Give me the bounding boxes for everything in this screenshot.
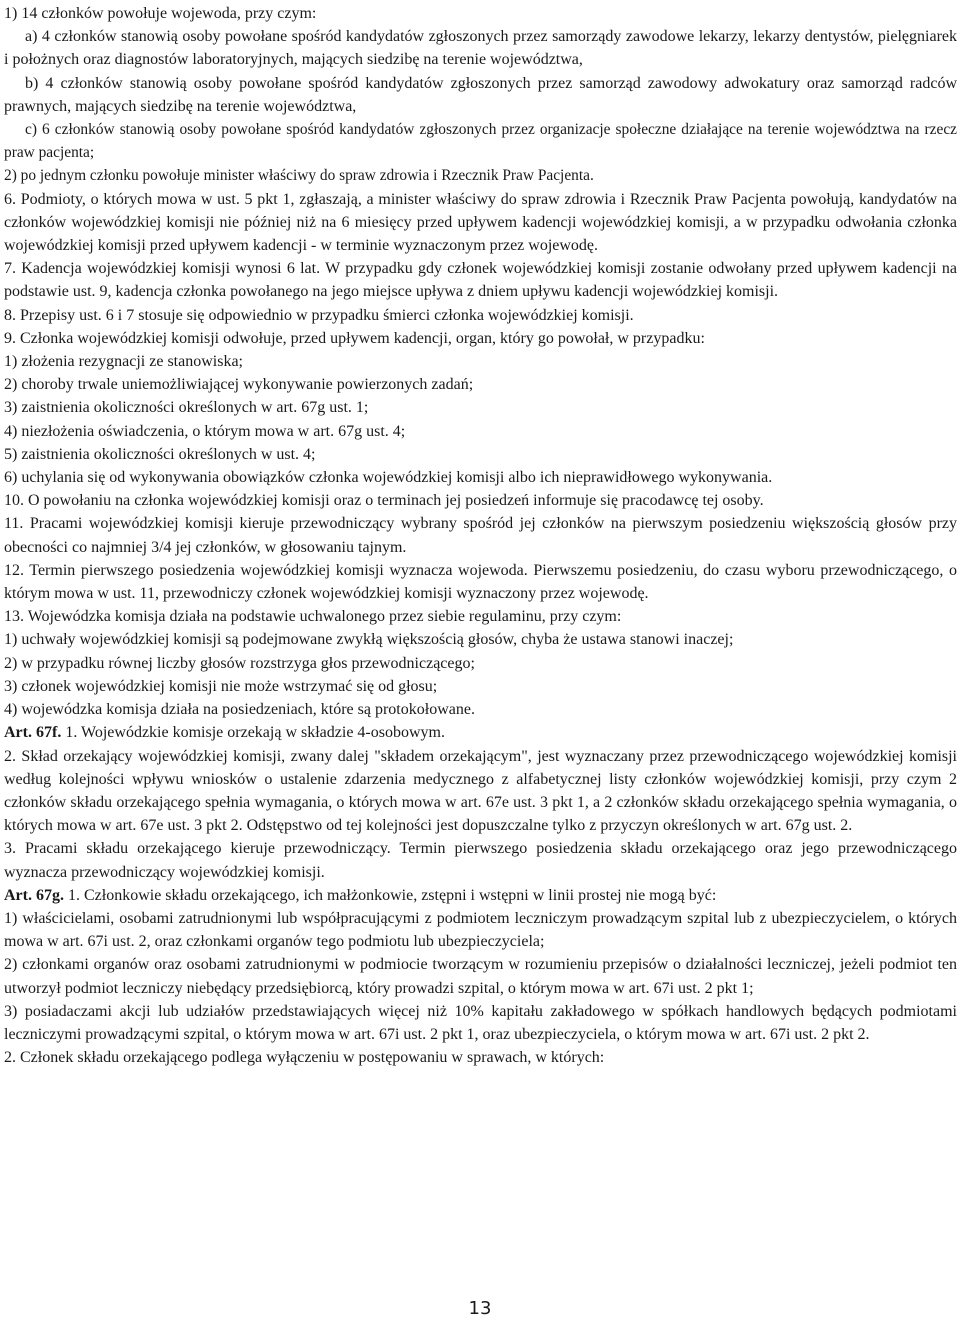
list-item-p11: 2) choroby trwale uniemożliwiającej wykonywanie powierzonych zadań; bbox=[4, 376, 474, 394]
paragraph-p6: 6. Podmioty, o których mowa w ust. 5 pkt 1, zgłaszają, a minister właściwy do spraw zdrowia i Rzecznik Praw Pacjenta powołują, kandydatów na członków wojewódzkiej komisji nie później niż na 6 miesięcy przed upływem kadencji wojewódzkiej komisji, a w przypadku odwołania członka wojewódzkiej komisji przed upływem kadencji - w terminie wyznaczonym przez wojewodę. bbox=[4, 190, 957, 255]
list-item-p20: 1) uchwały wojewódzkiej komisji są podejmowane zwykłą większością głosów, chyba że ustawa stanowi inaczej; bbox=[4, 631, 734, 649]
article-p27 bbox=[4, 884, 957, 907]
list-item-p28: 1) właścicielami, osobami zatrudnionymi lub współpracującymi z podmiotem leczniczym prowadzącym szpital lub z ubezpieczycielem, o których mowa w art. 67i ust. 2, oraz członkami organów tego podmiotu lub ubezpieczyciela; bbox=[4, 909, 957, 951]
list-item-p13: 4) niezłożenia oświadczenia, o którym mowa w art. 67g ust. 4; bbox=[4, 422, 406, 440]
paragraph-p9: 9. Członka wojewódzkiej komisji odwołuje, przed upływem kadencji, organ, który go powołał, w przypadku: bbox=[4, 329, 705, 347]
paragraph-p25: 2. Skład orzekający wojewódzkiej komisji, zwany dalej "składem orzekającym", jest wyznaczany przez przewodniczącego wojewódzkiej komisji według kolejności wpływu wniosków o ustalenie zdarzenia medycznego z alfabetycznej listy członków wojewódzkiej komisji, przy czym 2 członków składu orzekającego spełnia wymagania, o których mowa w art. 67e ust. 3 pkt 1, a 2 członków składu orzekającego spełnia wymagania, o których mowa w art. 67e ust. 3 pkt 2. Odstępstwo od tej kolejności jest dopuszczalne tylko z przyczyn określonych w art. 67g ust. 2. bbox=[4, 747, 957, 835]
paragraph-p19: 13. Wojewódzka komisja działa na podstawie uchwalonego przez siebie regulaminu, przy czym: bbox=[4, 608, 622, 626]
paragraph-p1: 1) 14 członków powołuje wojewoda, przy czym: bbox=[4, 5, 317, 22]
page-number: 13 bbox=[468, 1298, 492, 1319]
list-item-p14: 5) zaistnienia okoliczności określonych w ust. 4; bbox=[4, 445, 316, 463]
paragraph-p7: 7. Kadencja wojewódzkiej komisji wynosi 6 lat. W przypadku gdy członek wojewódzkiej komisji zostanie odwołany przed upływem kadencji na podstawie ust. 9, kadencja członka powołanego na jego miejsce upływa z dniem upływu kadencji wojewódzkiej komisji. bbox=[4, 260, 957, 301]
paragraph-p3: b) 4 członków stanowią osoby powołane spośród kandydatów zgłoszonych przez samorząd zawodowy adwokatury oraz samorząd radców prawnych, mających siedzibę na terenie województwa, bbox=[4, 74, 957, 115]
paragraph-p17: 11. Pracami wojewódzkiej komisji kieruje przewodniczący wybrany spośród jej członków na pierwszym posiedzeniu większością głosów przy obecności co najmniej 3/4 jej członków, w głosowaniu tajnym. bbox=[4, 515, 957, 556]
list-item-p23: 4) wojewódzka komisja działa na posiedzeniach, które są protokołowane. bbox=[4, 701, 475, 719]
article-text-67g: 1. Członkowie składu orzekającego, ich małżonkowie, zstępni i wstępni w linii prostej nie mogą być: bbox=[63, 886, 717, 904]
paragraph-p16: 10. O powołaniu na członka wojewódzkiej komisji oraz o terminach jej posiedzeń informuje się pracodawcę tej osoby. bbox=[4, 492, 764, 510]
list-item-p30: 3) posiadaczami akcji lub udziałów przedstawiających więcej niż 10% kapitału zakładowego w spółkach handlowych będących podmiotami leczniczymi prowadzącymi szpital, o którym mowa w art. 67i ust. 2 pkt 1, oraz ubezpieczyciela, o którym mowa w art. 67i ust. 2 pkt 2. bbox=[4, 1002, 957, 1043]
list-item-p22: 3) członek wojewódzkiej komisji nie może wstrzymać się od głosu; bbox=[4, 677, 438, 695]
article-heading-67g: Art. 67g. bbox=[4, 886, 64, 904]
list-item-p15: 6) uchylania się od wykonywania obowiązków członka wojewódzkiej komisji albo ich nieprawidłowego wykonywania. bbox=[4, 469, 773, 487]
list-item-p21: 2) w przypadku równej liczby głosów rozstrzyga głos przewodniczącego; bbox=[4, 654, 475, 672]
paragraph-p8: 8. Przepisy ust. 6 i 7 stosuje się odpowiednio w przypadku śmierci członka wojewódzkiej komisji. bbox=[4, 306, 634, 324]
paragraph-p2: a) 4 członków stanowią osoby powołane spośród kandydatów zgłoszonych przez samorządy zawodowe lekarzy, lekarzy dentystów, pielęgniarek i położnych oraz diagnostów laboratoryjnych, mających siedzibę na terenie województwa, bbox=[4, 28, 957, 69]
list-item-p12: 3) zaistnienia okoliczności określonych w art. 67g ust. 1; bbox=[4, 399, 369, 417]
article-p24 bbox=[4, 721, 957, 744]
list-item-p10: 1) złożenia rezygnacji ze stanowiska; bbox=[4, 353, 243, 371]
paragraph-p18: 12. Termin pierwszego posiedzenia wojewódzkiej komisji wyznacza wojewoda. Pierwszemu posiedzeniu, do czasu wyboru przewodniczącego, o którym mowa w ust. 11, przewodniczy członek wojewódzkiej komisji wyznaczony przez wojewodę. bbox=[4, 561, 957, 603]
paragraph-p31: 2. Członek składu orzekającego podlega wyłączeniu w postępowaniu w sprawach, w których: bbox=[4, 1049, 605, 1067]
paragraph-p4: c) 6 członków stanowią osoby powołane spośród kandydatów zgłoszonych przez organizacje społeczne działające na terenie województwa na rzecz praw pacjenta; bbox=[4, 121, 957, 162]
article-text-67f: 1. Wojewódzkie komisje orzekają w składzie 4-osobowym. bbox=[61, 724, 445, 742]
paragraph-p5: 2) po jednym członku powołuje minister właściwy do spraw zdrowia i Rzecznik Praw Pacjenta. bbox=[4, 167, 594, 185]
list-item-p29: 2) członkami organów oraz osobami zatrudnionymi w podmiocie tworzącym w rozumieniu przepisów o działalności leczniczej, jeżeli podmiot ten utworzył podmiot leczniczy niebędący przedsiębiorcą, który prowadzi szpital, o którym mowa w art. 67i ust. 2 pkt 1; bbox=[4, 956, 957, 997]
paragraph-p26: 3. Pracami składu orzekającego kieruje przewodniczący. Termin pierwszego posiedzenia składu orzekającego oraz jego przewodniczącego wyznacza przewodniczący wojewódzkiej komisji. bbox=[4, 840, 957, 881]
article-heading-67f: Art. 67f. bbox=[4, 724, 62, 742]
